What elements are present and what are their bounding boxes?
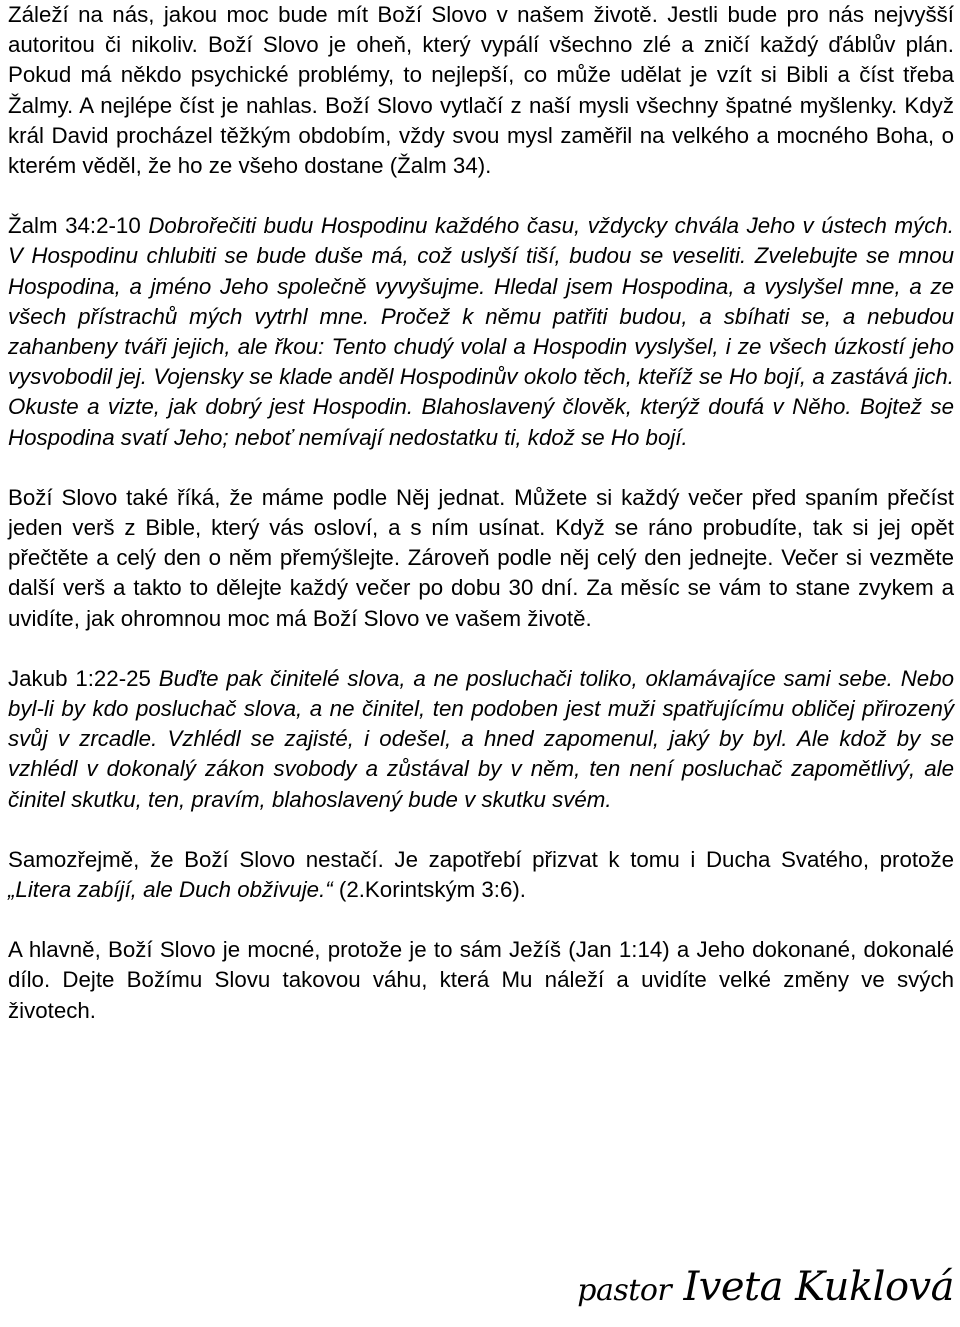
signature-name: Iveta Kuklová <box>683 1264 954 1310</box>
signature-prefix: pastor <box>577 1273 672 1308</box>
paragraph-act-on-word <box>8 483 954 634</box>
paragraph-act-on-word-text: Boží Slovo také říká, že máme podle Něj jednat. Můžete si každý večer před spaním přečíst jeden verš z Bible, který vás osloví, a s ním usínat. Když se ráno probudíte, tak si jej opět přečtěte a celý den o něm přemýšlejte. Zároveň podle něj celý den jednejte. Večer si vezměte další verš a takto to dělejte každý večer po dobu 30 dní. Za měsíc se vám to stane zvykem a uvidíte, jak ohromnou moc má Boží Slovo ve vašem životě. <box>8 484 954 631</box>
paragraph-holy-spirit <box>8 845 954 905</box>
paragraph-james-1 <box>8 664 954 815</box>
document-body <box>8 0 954 1026</box>
psalm-reference: Žalm 34:2-10 <box>8 213 149 239</box>
corinthians-reference: (2.Korintským 3:6). <box>332 877 526 903</box>
paragraph-gap <box>8 453 954 483</box>
james-reference: Jakub 1:22-25 <box>8 665 159 691</box>
paragraph-conclusion-text: A hlavně, Boží Slovo je mocné, protože je to sám Ježíš (Jan 1:14) a Jeho dokonané, dokonalé dílo. Dejte Božímu Slovu takovou váhu, která Mu náleží a uvidíte velké změny ve svých životech. <box>8 937 954 1023</box>
psalm-quote-end: ť nemívají nedostatku ti, kdož se Ho bojí. <box>284 424 688 450</box>
corinthians-quote: „Litera zabíjí, ale Duch obživuje.“ <box>8 877 333 903</box>
paragraph-intro-text: Záleží na nás, jakou moc bude mít Boží Slovo v našem životě. Jestli bude pro nás nejvyšší autoritou či nikoliv. Boží Slovo je oheň, který vypálí všechno zlé a zničí každý ďáblův plán. Pokud má někdo psychické problémy, to nejlepší, co může udělat je vzít si Bibli a číst třeba Žalmy. A nejlépe číst je nahlas. Boží Slovo vytlačí z naší mysli všechny špatné myšlenky. Když král David procházel těžkým obdobím, vždy svou mysl zaměřil na velkého a mocného Boha, o kterém věděl, že ho ze všeho dostane (Žalm 34). <box>8 2 954 179</box>
paragraph-gap <box>8 634 954 664</box>
psalm-quote: Dobrořečiti budu Hospodinu každého času, vždycky chvála Jeho v ústech mých. V Hospodinu chlubiti se bude duše má, což uslyší tiší, budou se veseliti. Zvelebujte se mnou Hospodina, a jméno Jeho společně vyvyšujme. Hledal jsem Hospodina, a vyslyšel mne, a ze všech přístrachů mých vytrhl mne. Pročež k němu patřiti budou, a sbíhati se, a nebudou zahanbeny tváři jejich, ale řkou: Tento chudý volal a Hospodin vyslyšel, i ze všech úzkostí jeho vysvobodil jej. Vojensky se klade anděl Hospodinův okolo těch, kteříž se Ho bojí, a zastává jich. Okuste a vizte, jak dobrý jest Hospodin. Blahoslavený člověk, kterýž doufá v Něho. Bojtež se Hospodina svatí Jeho; nebo <box>8 213 954 450</box>
paragraph-psalm-34 <box>8 211 954 453</box>
author-signature <box>577 1262 954 1316</box>
james-quote: Buďte pak činitelé slova, a ne posluchači toliko, oklamávajíce sami sebe. Nebo byl-li by kdo posluchač slova, a ne činitel, ten podoben jest muži spatřujícímu obličej přirozený svůj v zrcadle. Vzhlédl se zajisté, i odešel, a hned zapomenul, jaký by byl. Ale kdož by se vzhlédl v dokonalý zákon svobody a zůstával by v něm, ten není posluchač zapomětlivý, ale činitel skutku, ten, pravím, blahoslavený bude v skutku svém. <box>8 665 954 812</box>
paragraph-conclusion <box>8 935 954 1026</box>
paragraph-gap <box>8 905 954 935</box>
paragraph-gap <box>8 815 954 845</box>
holy-spirit-text: Samozřejmě, že Boží Slovo nestačí. Je zapotřebí přizvat k tomu i Ducha Svatého, protože <box>8 846 954 872</box>
paragraph-gap <box>8 181 954 211</box>
paragraph-intro <box>8 0 954 181</box>
